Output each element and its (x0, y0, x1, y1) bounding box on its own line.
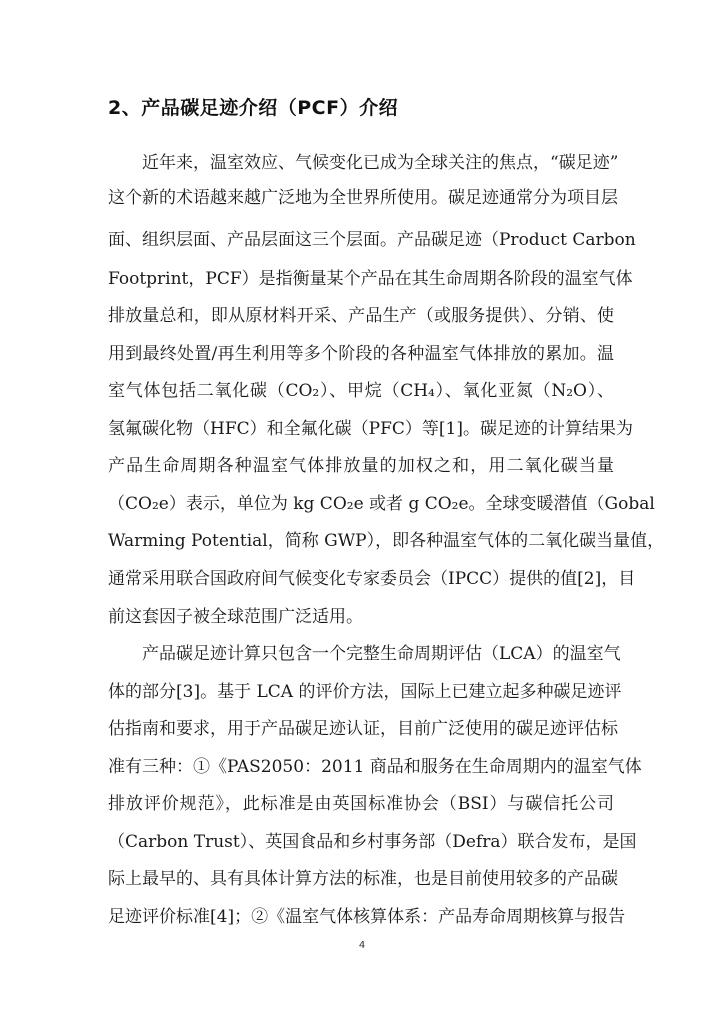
paragraph-2-line: 准有三种：①《PAS2050：2011 商品和服务在生命周期内的温室气体 (108, 757, 642, 777)
paragraph-2-line: 际上最早的、具有具体计算方法的标准，也是目前使用较多的产品碳 (108, 869, 618, 889)
paragraph-2-line: 产品碳足迹计算只包含一个完整生命周期评估（LCA）的温室气 (142, 644, 621, 664)
paragraph-2-line: 足迹评价标准[4]；②《温室气体核算体系：产品寿命周期核算与报告 (108, 907, 626, 927)
page-number: 4 (358, 940, 366, 951)
paragraph-2-line: （Carbon Trust）、英国食品和乡村事务部（Defra）联合发布，是国 (108, 832, 637, 852)
paragraph-1-line: Warming Potential，简称 GWP），即各种温室气体的二氧化碳当量值， (108, 531, 665, 551)
paragraph-1-line: 近年来，温室效应、气候变化已成为全球关注的焦点，“碳足迹” (142, 153, 619, 173)
paragraph-1-line: 氢氟碳化物（HFC）和全氟化碳（PFC）等[1]。碳足迹的计算结果为 (108, 419, 633, 439)
paragraph-2-line: 体的部分[3]。基于 LCA 的评价方法，国际上已建立起多种碳足迹评 (108, 682, 622, 702)
paragraph-1-line: 通常采用联合国政府间气候变化专家委员会（IPCC）提供的值[2]，目 (108, 569, 636, 589)
paragraph-1-line: 产品生命周期各种温室气体排放量的加权之和，用二氧化碳当量 (108, 456, 614, 476)
section-heading: 2、产品碳足迹介绍（PCF）介绍 (108, 97, 399, 119)
paragraph-1-line: 用到最终处置/再生利用等多个阶段的各种温室气体排放的累加。温 (108, 344, 614, 364)
paragraph-1-line: 室气体包括二氧化碳（CO₂）、甲烷（CH₄）、氧化亚氮（N₂O）、 (108, 381, 614, 401)
paragraph-2-line: 排放评价规范》，此标准是由英国标准协会（BSI）与碳信托公司 (108, 794, 614, 814)
paragraph-1-line: 这个新的术语越来越广泛地为全世界所使用。碳足迹通常分为项目层 (108, 188, 618, 208)
paragraph-2-line: 估指南和要求，用于产品碳足迹认证，目前广泛使用的碳足迹评估标 (108, 719, 618, 739)
paragraph-1-line: 面、组织层面、产品层面这三个层面。产品碳足迹（Product Carbon (108, 230, 636, 250)
paragraph-1-line: （CO₂e）表示，单位为 kg CO₂e 或者 g CO₂e。全球变暖潜值（Gobal (108, 494, 655, 514)
paragraph-1-line: 前这套因子被全球范围广泛适用。 (108, 607, 363, 627)
paragraph-1-line: Footprint，PCF）是指衡量某个产品在其生命周期各阶段的温室气体 (108, 269, 633, 289)
paragraph-1-line: 排放量总和，即从原材料开采、产品生产（或服务提供）、分销、使 (108, 306, 614, 326)
